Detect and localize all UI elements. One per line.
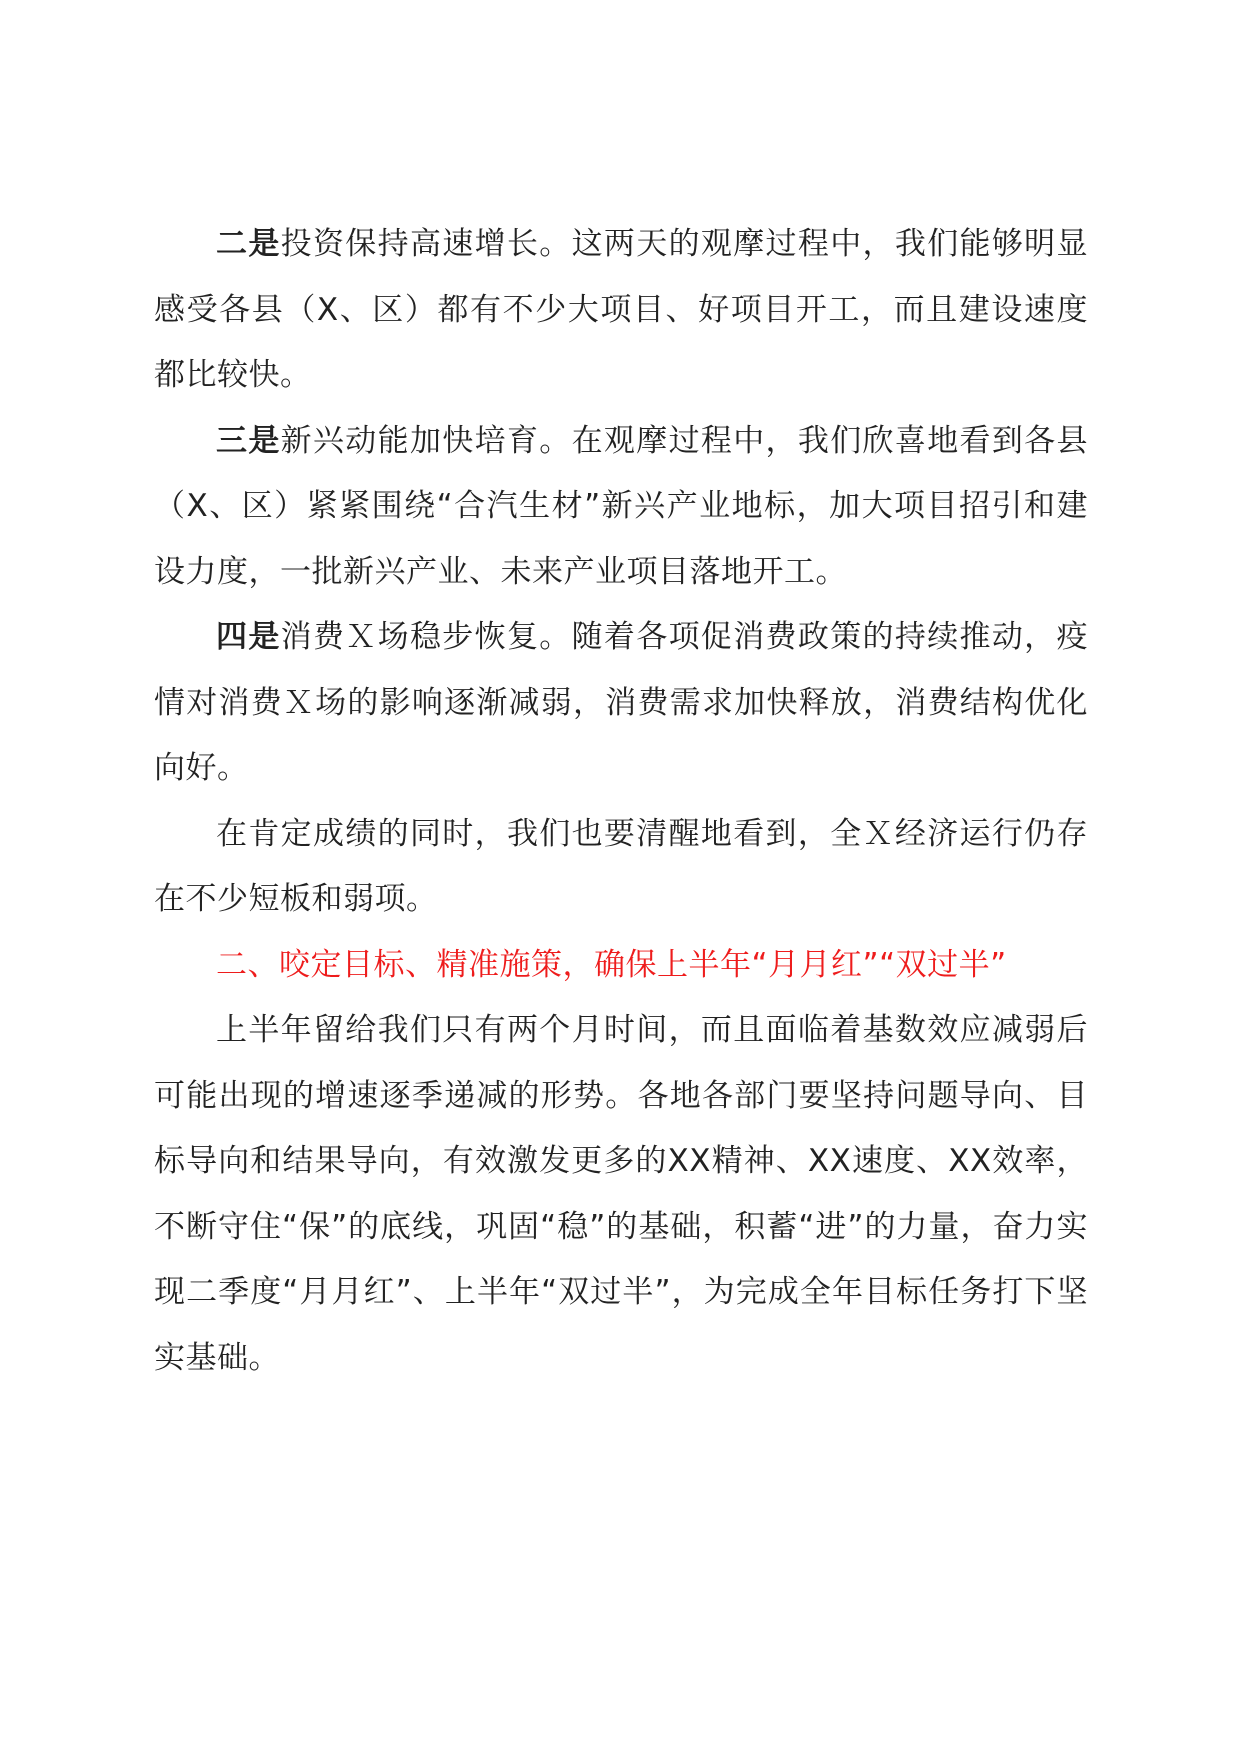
paragraph-lead: 二是 — [216, 226, 281, 262]
paragraph-text: 新兴动能加快培育。在观摩过程中，我们欣喜地看到各县（X、区）紧紧围绕“合汽生材”新兴产业地标，加大项目招引和建设力度，一批新兴产业、未来产业项目落地开工。 — [154, 422, 1088, 590]
paragraph-text: 投资保持高速增长。这两天的观摩过程中，我们能够明显感受各县（X、区）都有不少大项目、好项目开工，而且建设速度都比较快。 — [154, 226, 1088, 393]
paragraph-shortcomings — [154, 802, 1088, 933]
paragraph-new-momentum — [154, 409, 1088, 606]
paragraph-closing: 上半年留给我们只有两个月时间，而且面临着基数效应减弱后可能出现的增速逐季递减的形势。各地各部门要坚持问题导向、目标导向和结果导向，有效激发更多的XX精神、XX速度、XX效率，不断守住“保”的底线，巩固“稳”的基础，积蓄“进”的力量，奋力实现二季度“月月红”、上半年“双过半”，为完成全年目标任务打下坚实基础。 — [154, 1012, 1088, 1376]
section-heading: 二、咬定目标、精准施策，确保上半年“月月红”“双过半” — [216, 946, 1007, 983]
paragraph-text: 消费Ｘ场稳步恢复。随着各项促消费政策的持续推动，疫情对消费Ｘ场的影响逐渐减弱，消费需求加快释放，消费结构优化向好。 — [154, 619, 1088, 786]
paragraph-investment — [154, 212, 1088, 409]
document-body — [154, 212, 1088, 1391]
paragraph-lead: 三是 — [216, 422, 281, 459]
paragraph-text: 在肯定成绩的同时，我们也要清醒地看到，全Ｘ经济运行仍存在不少短板和弱项。 — [154, 815, 1088, 917]
paragraph-lead: 四是 — [216, 619, 281, 655]
paragraph-consumption — [154, 605, 1088, 802]
